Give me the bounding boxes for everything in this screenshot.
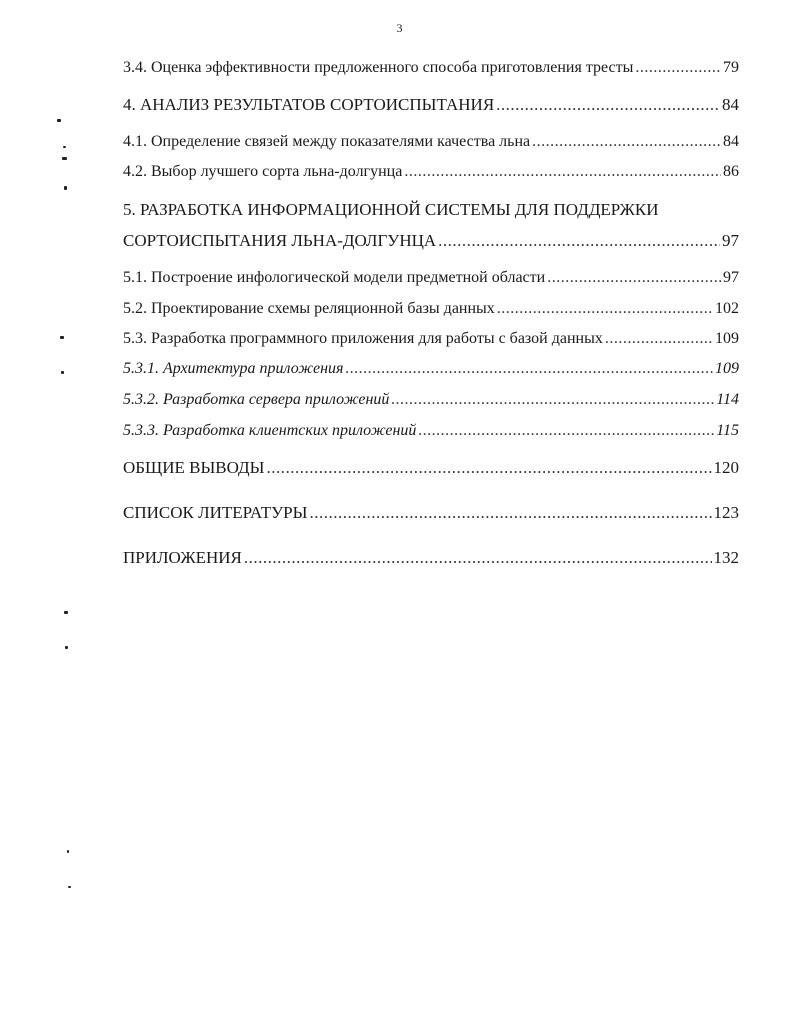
- toc-entry-4-1: [123, 132, 739, 152]
- toc-entry-label: 5.2. Проектирование схемы реляционной базы данных: [123, 300, 495, 317]
- toc-entry-label: СОРТОИСПЫТАНИЯ ЛЬНА-ДОЛГУНЦА: [123, 231, 437, 250]
- toc-entry-5-line-1: 5. РАЗРАБОТКА ИНФОРМАЦИОННОЙ СИСТЕМЫ ДЛЯ ПОДДЕРЖКИ: [123, 200, 659, 219]
- toc-entry-label: 5.3. Разработка программного приложения для работы с базой данных: [123, 330, 603, 347]
- toc-entry-4-2: [123, 162, 739, 182]
- scan-speck: [57, 119, 61, 122]
- toc-entry-5-3-3: [123, 421, 739, 441]
- toc-entry-5-3-1: [123, 359, 739, 379]
- toc-entry-label: СПИСОК ЛИТЕРАТУРЫ: [123, 503, 308, 522]
- dot-leader: [547, 268, 721, 288]
- toc-entry-label: 4.1. Определение связей между показателями качества льна: [123, 133, 531, 150]
- dot-leader: [391, 390, 714, 410]
- scan-speck: [64, 611, 68, 614]
- toc-entry-5: [123, 231, 739, 251]
- dot-leader: [404, 162, 721, 182]
- toc-entry-page: 86: [723, 163, 739, 180]
- toc-entry-label: ПРИЛОЖЕНИЯ: [123, 548, 242, 567]
- toc-entry-general-conclusions: [123, 458, 739, 478]
- toc-entry-3-4: [123, 58, 739, 78]
- toc-entry-page: 102: [715, 300, 739, 317]
- toc-entry-references: [123, 503, 739, 523]
- toc-entry-page: 84: [723, 133, 739, 150]
- toc-entry-page: 79: [723, 59, 739, 76]
- toc-entry-label: 4. АНАЛИЗ РЕЗУЛЬТАТОВ СОРТОИСПЫТАНИЯ: [123, 95, 495, 114]
- page-number: 3: [396, 21, 403, 35]
- toc-entry-label: ОБЩИЕ ВЫВОДЫ: [123, 458, 265, 477]
- toc-entry-page: 109: [715, 330, 739, 347]
- dot-leader: [635, 58, 721, 78]
- toc-entry-5-2: [123, 299, 739, 319]
- dot-leader: [244, 548, 712, 568]
- scan-speck: [65, 646, 68, 649]
- toc-entry-page: 97: [722, 231, 739, 250]
- toc-entry-appendices: [123, 548, 739, 568]
- toc-entry-page: 120: [713, 458, 739, 477]
- toc-entry-page: 109: [715, 360, 739, 377]
- toc-entry-label: 5.3.1. Архитектура приложения: [123, 360, 344, 377]
- toc-entry-4: [123, 95, 739, 115]
- toc-entry-page: 84: [722, 95, 739, 114]
- dot-leader: [605, 329, 713, 349]
- toc-entry-label: 5.1. Построение инфологической модели предметной области: [123, 269, 546, 286]
- dot-leader: [309, 503, 711, 523]
- dot-leader: [497, 299, 713, 319]
- scan-speck: [61, 371, 64, 374]
- toc-entry-5-1: [123, 268, 739, 288]
- dot-leader: [266, 458, 711, 478]
- toc-entry-page: 132: [713, 548, 739, 567]
- toc-entry-5-3-2: [123, 390, 739, 410]
- dot-leader: [532, 132, 721, 152]
- toc-entry-page: 114: [716, 391, 739, 408]
- scan-speck: [62, 157, 67, 160]
- toc-entry-label: 4.2. Выбор лучшего сорта льна-долгунца: [123, 163, 403, 180]
- toc-entry-page: 97: [723, 269, 739, 286]
- scan-speck: [68, 886, 71, 888]
- toc-entry-5-3: [123, 329, 739, 349]
- toc-entry-label: 5.3.3. Разработка клиентских приложений: [123, 422, 417, 439]
- dot-leader: [438, 231, 720, 251]
- dot-leader: [496, 95, 720, 115]
- toc-entry-label: 3.4. Оценка эффективности предложенного способа приготовления тресты: [123, 59, 634, 76]
- toc-entry-page: 115: [716, 422, 739, 439]
- scan-speck: [64, 186, 67, 190]
- scan-speck: [60, 336, 64, 339]
- dot-leader: [345, 359, 713, 379]
- toc-entry-page: 123: [713, 503, 739, 522]
- scan-speck: [67, 850, 69, 853]
- scan-speck: [63, 146, 66, 148]
- toc-entry-label: 5.3.2. Разработка сервера приложений: [123, 391, 390, 408]
- dot-leader: [418, 421, 714, 441]
